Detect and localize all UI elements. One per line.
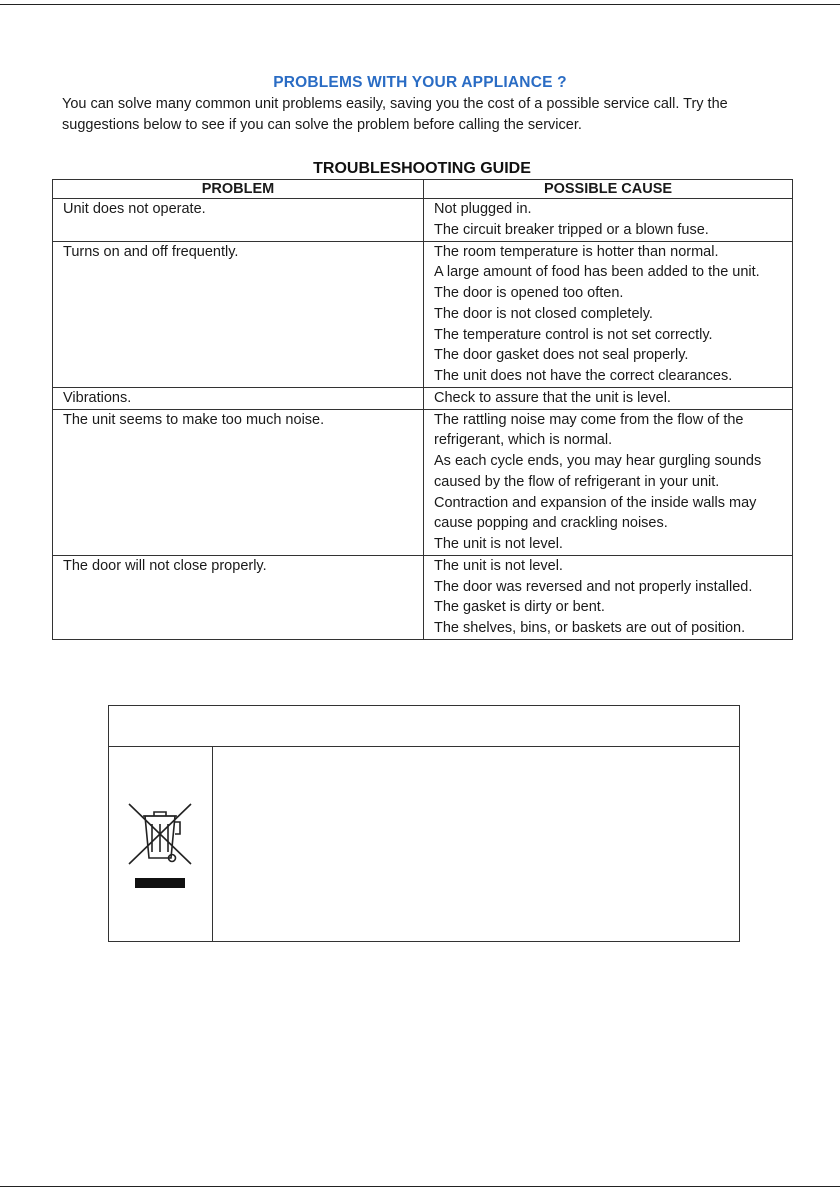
problem-cell: Vibrations. [53,387,424,409]
table-row [53,241,793,387]
problem-cell: Turns on and off frequently. [53,241,424,387]
cause-line: Contraction and expansion of the inside walls may cause popping and crackling noises. [434,494,757,532]
cause-cell [424,555,793,639]
cause-line: Check to assure that the unit is level. [434,389,671,406]
cause-line: The door is not closed completely. [434,305,653,322]
cause-line: The temperature control is not set correctly. [434,326,713,343]
cause-line: The unit is not level. [434,536,563,552]
table-title: TROUBLESHOOTING GUIDE [313,160,531,177]
page-heading: PROBLEMS WITH YOUR APPLIANCE ? [273,74,567,91]
cause-line: Not plugged in. [434,201,532,217]
cause-line: The room temperature is hotter than normal. [434,243,719,260]
cause-line: The door was reversed and not properly installed. [434,578,753,595]
cause-line: The unit is not level. [434,557,563,574]
problem-cell: The unit seems to make too much noise. [53,409,424,555]
cause-line: The unit does not have the correct clearances. [434,368,733,384]
cause-line: The shelves, bins, or baskets are out of position. [434,620,746,636]
column-header-possible-cause: POSSIBLE CAUSE [424,180,793,199]
top-rule [0,4,840,5]
cause-line: As each cycle ends, you may hear gurgling sounds caused by the flow of refrigerant in your unit. [434,453,762,490]
table-row [53,387,793,409]
cause-cell [424,387,793,409]
table-row [53,409,793,555]
weee-icon-cell [109,746,213,941]
cause-line: The circuit breaker tripped or a blown fuse. [434,221,709,238]
bottom-rule [0,1186,840,1187]
cause-line: The gasket is dirty or bent. [434,599,605,616]
crossed-out-wheelie-bin-icon [125,800,195,890]
table-header-row [53,180,793,199]
cause-line: The door gasket does not seal properly. [434,347,689,364]
problem-cell: Unit does not operate. [53,199,424,242]
cause-line: The rattling noise may come from the flow of the refrigerant, which is normal. [434,411,744,449]
intro-paragraph: You can solve many common unit problems easily, saving you the cost of a possible service call. Try the suggestions below to see if you can solve the problem before calling the servicer. [62,96,728,133]
table-row [53,199,793,242]
cause-line: A large amount of food has been added to the unit. [434,264,760,281]
cause-cell [424,409,793,555]
cause-cell [424,241,793,387]
cause-cell [424,199,793,242]
problem-cell: The door will not close properly. [53,555,424,639]
table-row [53,555,793,639]
weee-disposal-box [108,705,740,942]
weee-text-cell [213,746,739,941]
troubleshooting-table [52,179,793,640]
cause-line: The door is opened too often. [434,285,624,301]
column-header-problem: PROBLEM [53,180,424,199]
weee-header [109,706,739,747]
